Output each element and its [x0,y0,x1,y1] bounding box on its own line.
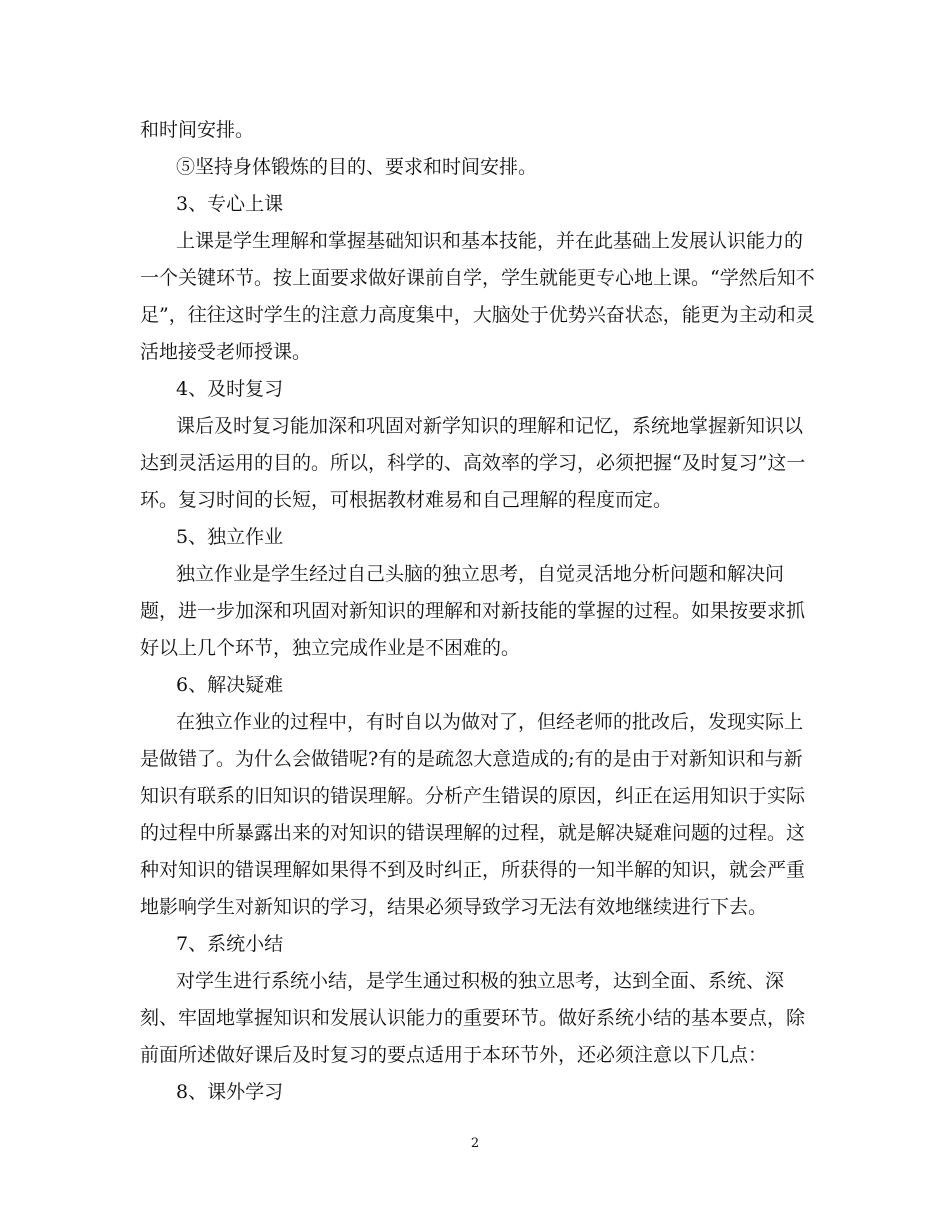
paragraph-line: 达到灵活运用的目的。所以，科学的、高效率的学习，必须把握“及时复习”这一 [140,452,806,474]
paragraph-line: 上课是学生理解和掌握基础知识和基本技能，并在此基础上发展认识能力的 [176,230,804,252]
paragraph-line: 活地接受老师授课。 [140,341,312,363]
paragraph-line: 的过程中所暴露出来的对知识的错误理解的过程，就是解决疑难问题的过程。这 [140,822,806,844]
paragraph-line: 知识有联系的旧知识的错误理解。分析产生错误的原因，纠正在运用知识于实际 [140,785,806,807]
section-heading-8: 8、课外学习 [176,1081,284,1103]
paragraph-line: 课后及时复习能加深和巩固对新学知识的理解和记忆，系统地掌握新知识以 [176,415,804,437]
paragraph-continuation: 和时间安排。 [140,119,255,141]
paragraph-line: 题，进一步加深和巩固对新知识的理解和对新技能的掌握的过程。如果按要求抓 [140,600,806,622]
section-heading-6: 6、解决疑难 [176,674,284,696]
section-heading-4: 4、及时复习 [176,378,284,400]
page-content [140,112,820,1111]
paragraph-line: 刻、牢固地掌握知识和发展认识能力的重要环节。做好系统小结的基本要点，除 [140,1007,806,1029]
section-heading-5: 5、独立作业 [176,526,284,548]
paragraph-line: 一个关键环节。按上面要求做好课前自学，学生就能更专心地上课。“学然后知不 [140,267,815,289]
paragraph-line: 对学生进行系统小结，是学生通过积极的独立思考，达到全面、系统、深 [176,970,785,992]
paragraph-line: 地影响学生对新知识的学习，结果必须导致学习无法有效地继续进行下去。 [140,896,768,918]
paragraph-line: 好以上几个环节，独立完成作业是不困难的。 [140,637,521,659]
paragraph-line: 前面所述做好课后及时复习的要点适用于本环节外，还必须注意以下几点： [140,1044,768,1066]
paragraph-line: 在独立作业的过程中，有时自以为做对了，但经老师的批改后，发现实际上 [176,711,804,733]
list-item-exercise: ⑤坚持身体锻炼的目的、要求和时间安排。 [176,156,538,178]
section-heading-7: 7、系统小结 [176,933,284,955]
page-number: 2 [470,1136,480,1151]
paragraph-line: 是做错了。为什么会做错呢?有的是疏忽大意造成的;有的是由于对新知识和与新 [140,748,803,770]
paragraph-line: 足”，往往这时学生的注意力高度集中，大脑处于优势兴奋状态，能更为主动和灵 [140,304,815,326]
paragraph-line: 种对知识的错误理解如果得不到及时纠正，所获得的一知半解的知识，就会严重 [140,859,806,881]
section-heading-3: 3、专心上课 [176,193,284,215]
paragraph-line: 独立作业是学生经过自己头脑的独立思考，自觉灵活地分析问题和解决问 [176,563,785,585]
paragraph-line: 环。复习时间的长短，可根据教材难易和自己理解的程度而定。 [140,489,673,511]
